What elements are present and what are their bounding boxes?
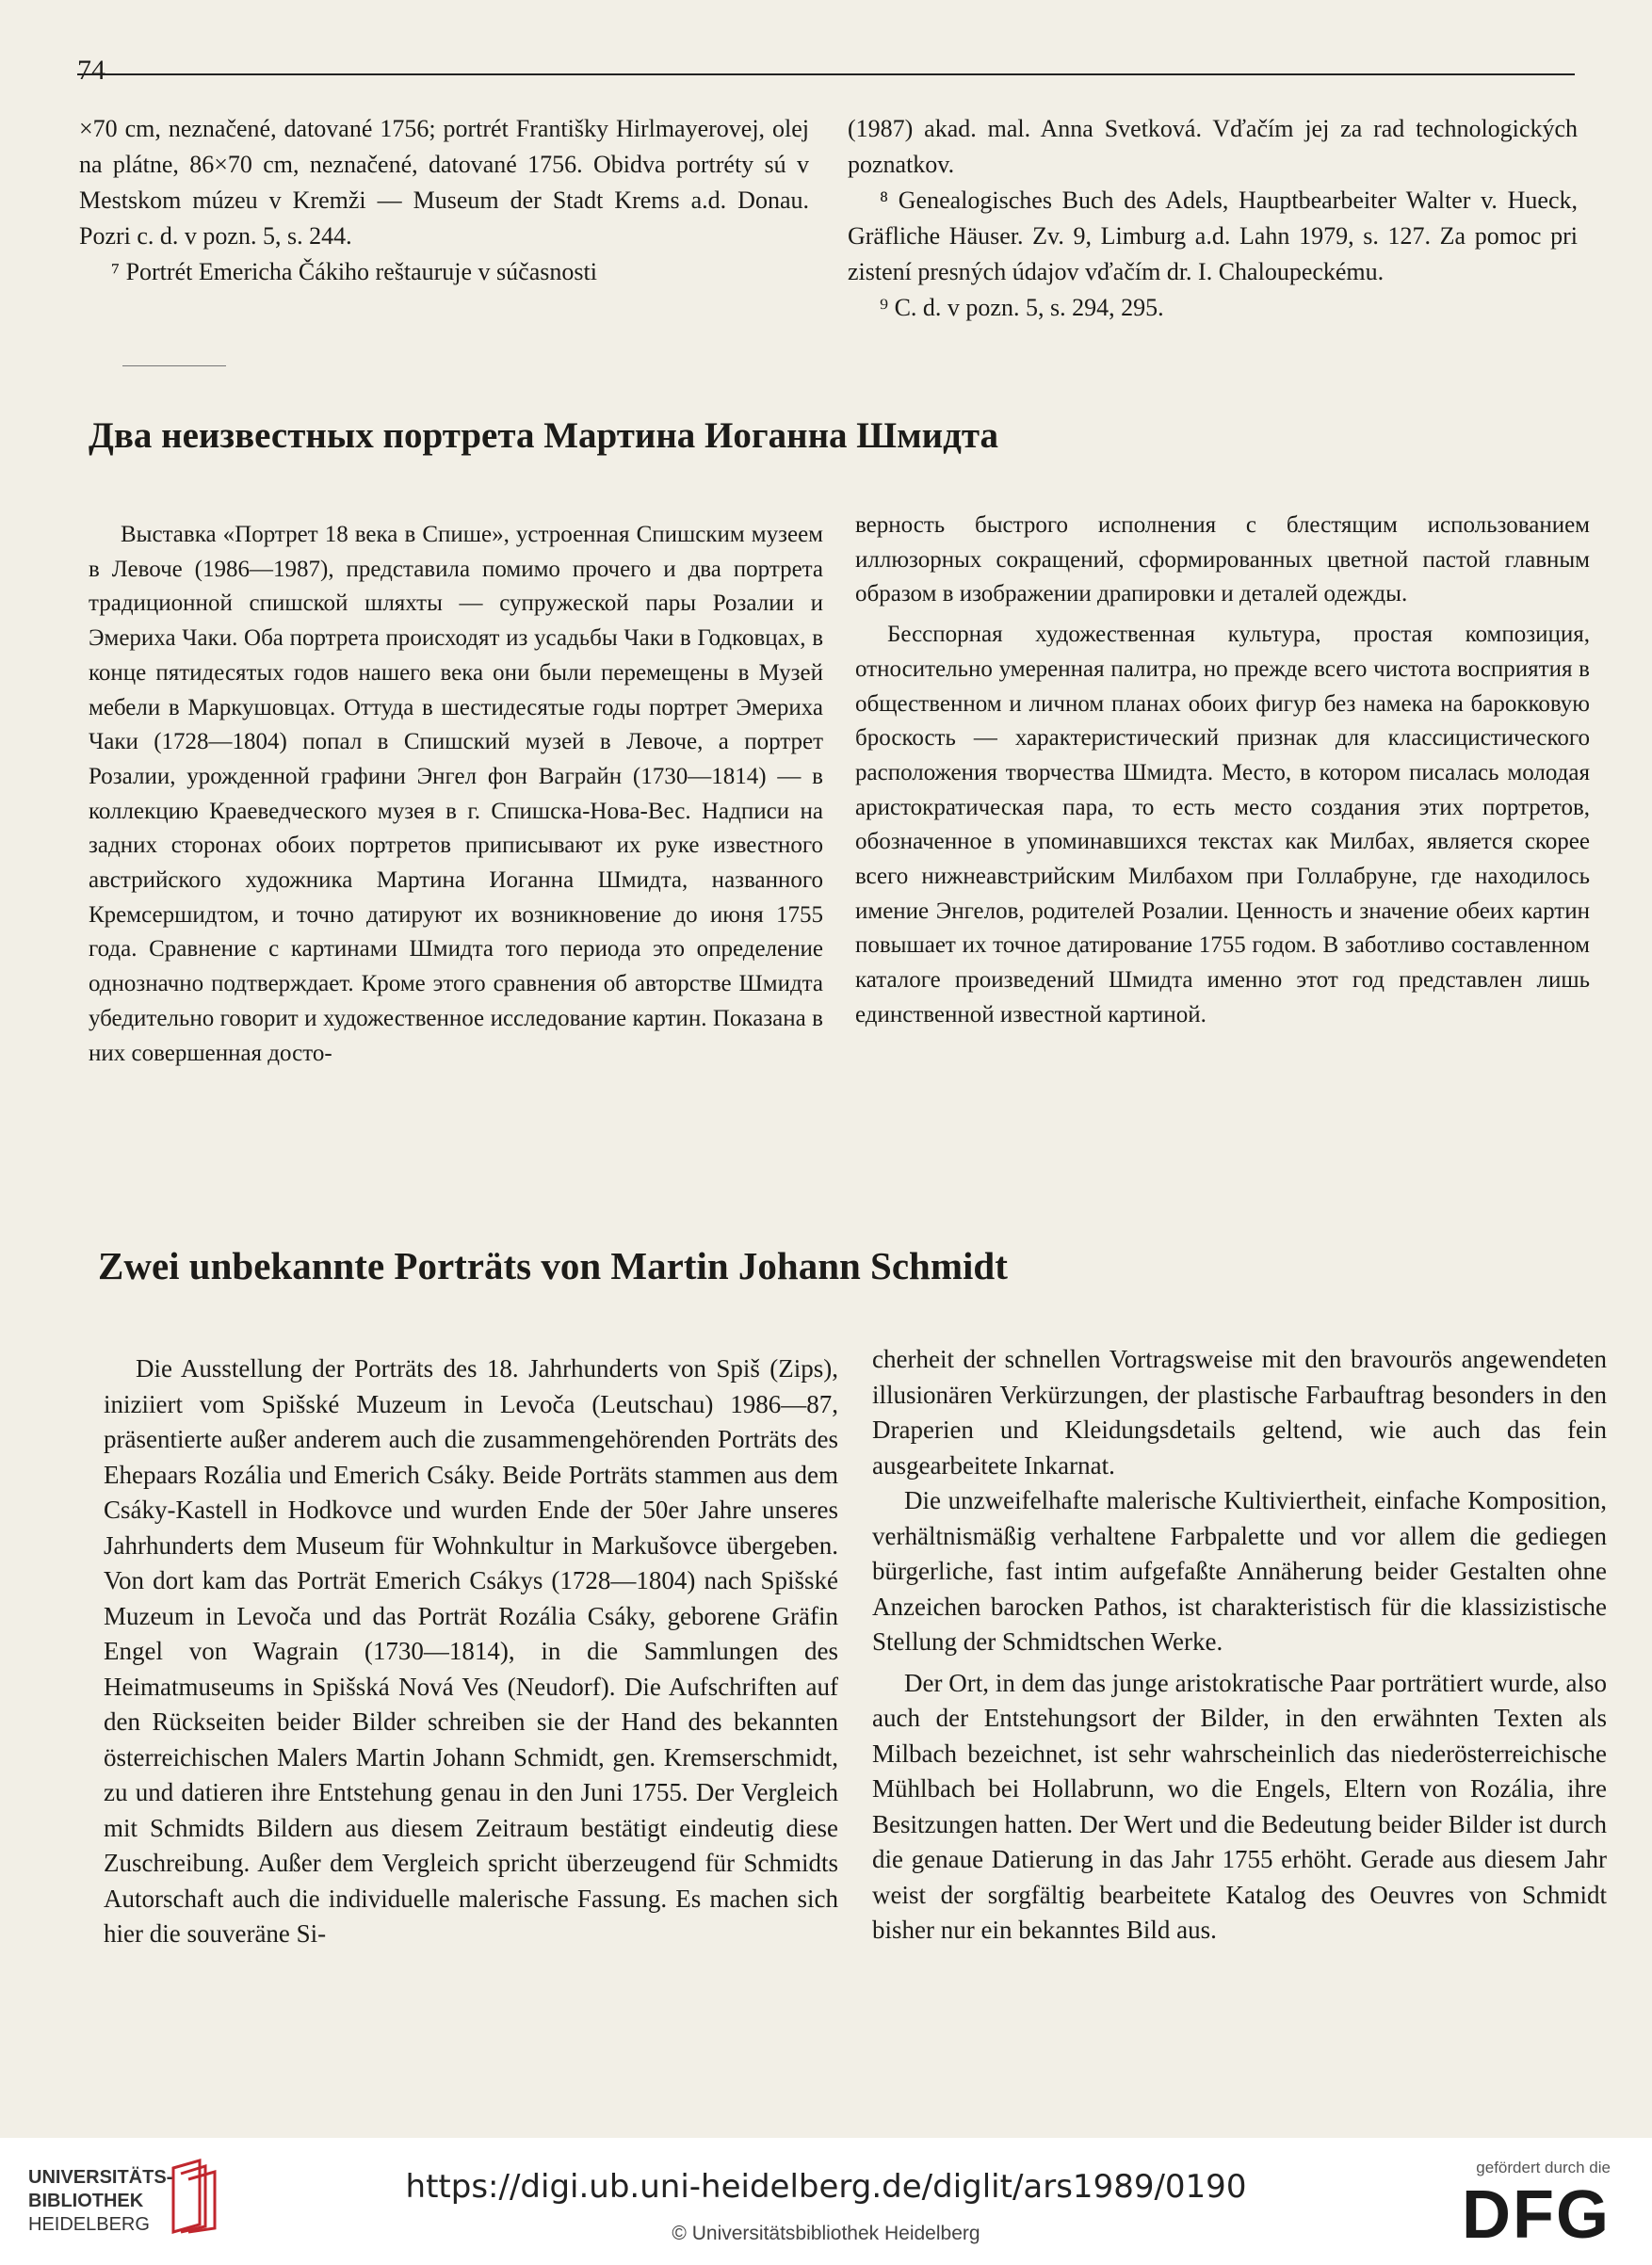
footer-copyright: © Universitätsbibliothek Heidelberg xyxy=(672,2223,980,2244)
german-paragraph: cherheit der schnellen Vortragsweise mit den bravourös angewendeten illusionären Verkürzungen, der plastische Farbauftrag besonders in den Draperien und Kleidungsdetails geltend, wie auch das fein ausgearbeitete Inkarnat. xyxy=(872,1345,1607,1480)
german-paragraph: Die Ausstellung der Porträts des 18. Jahrhunderts von Spiš (Zips), iniziiert vom Spišské Muzeum in Levoča (Leutschau) 1986—87, präsentierte außer anderem auch die zusammengehörenden Porträts des Ehepaars Rozália und Emerich Csáky. Beide Porträts stammen aus dem Csáky-Kastell in Hodkovce und wurden Ende der 50er Jahre unseres Jahrhunderts dem Museum für Wohnkultur in Markušovce übergeben. Von dort kam das Porträt Emerich Csákys (1728—1804) nach Spišské Muzeum in Levoča und das Porträt Rozália Csáky, geborene Gräfin Engel von Wagrain (1730—1814), in die Sammlungen des Heimatmuseums in Spišská Nová Ves (Neudorf). Die Aufschriften auf den Rückseiten beider Bilder schreiben sie der Hand des bekannten österreichischen Malers Martin Johann Schmidt, gen. Kremserschmidt, zu und datieren ihre Entstehung genau in den Juni 1755. Der Vergleich mit Schmidts Bildern aus diesem Zeitraum bestätigt eindeutig diese Zuschreibung. Außer dem Vergleich spricht überzeugend für Schmidts Autorschaft auch die individuelle malerische Fassung. Es machen sich hier die souveräne Si- xyxy=(104,1354,838,1948)
german-paragraph: Der Ort, in dem das junge aristokratische Paar porträtiert wurde, also auch der Entstehungsort der Bilder, in den erwähnten Texten als Milbach bezeichnet, ist sehr wahrscheinlich das niederösterreichische Mühlbach bei Hollabrunn, wo die Engels, Eltern von Rozália, ihre Besitzungen hatten. Der Wert und die Bedeutung beider Bilder ist durch die genaue Datierung in das Jahr 1755 erhöht. Gerade aus diesem Jahr weist der sorgfältig bearbeitete Katalog des Oeuvres von Schmidt bisher nur ein bekanntes Bild aus. xyxy=(872,1668,1607,1944)
russian-paragraph: Выставка «Портрет 18 века в Спише», устроенная Спишским музеем в Левоче (1986—1987), представила помимо прочего и два портрета традиционной спишской шляхты — супружеской пары Розалии и Эмериха Чаки. Оба портрета происходят из усадьбы Чаки в Годковцах, в конце пятидесятых годов нашего века они были перемещены в Музей мебели в Маркушовцах. Оттуда в шестидесятые годы портрет Эмериха Чаки (1728—1804) попал в Спишский музей в Левоче, а портрет Розалии, урожденной графини Энгел фон Ваграйн (1730—1814) — в коллекцию Краеведческого музея в г. Спишска-Нова-Вес. Надписи на задних сторонах обоих портретов приписывают их руке известного австрийского художника Мартина Иоганна Шмидта, названного Кремсершидтом, и точно датируют их возникновение до июня 1755 года. Сравнение с картинами Шмидта того периода это определение однозначно подтверждает. Кроме этого сравнения об авторстве Шмидта убедительно говорит и художественное исследование картин. Показана в них совершенная досто- xyxy=(89,522,823,1066)
german-column-left xyxy=(104,1351,838,1952)
header-rule xyxy=(77,73,1575,75)
russian-paragraph: Бесспорная художественная культура, простая композиция, относительно умеренная палитра, но прежде всего чистота восприятия в общественном и личном планах обоих фигур без намека на барокковую броскость — характеристический признак для классицистического расположения творчества Шмидта. Место, в котором писалась молодая аристократическая пара, то есть место создания этих портретов, обозначенное в упоминавшихся текстах как Милбах, является скорее всего нижнеавстрийским Милбахом при Голлабруне, где находилось имение Энгелов, родителей Розалии. Ценность и значение обеих картин повышает их точное датирование 1755 годом. В заботливо составленном каталоге произведений Шмидта именно этот год представлен лишь единственной известной картиной. xyxy=(855,622,1590,1027)
footnotes-right xyxy=(848,111,1578,326)
dfg-caption: gefördert durch die xyxy=(1476,2159,1611,2176)
russian-heading: Два неизвестных портрета Мартина Иоганна Шмидта xyxy=(89,415,999,456)
library-name-line: HEIDELBERG xyxy=(28,2214,150,2235)
dfg-logo[interactable]: DFG xyxy=(1462,2177,1611,2253)
footnotes-left xyxy=(79,111,809,290)
russian-column-left xyxy=(89,518,823,1071)
library-name-line: UNIVERSITÄTS- xyxy=(28,2167,173,2188)
footnote-paragraph: ⁹ C. d. v pozn. 5, s. 294, 295. xyxy=(880,294,1164,321)
library-name-line: BIBLIOTHEK xyxy=(28,2191,144,2211)
footnote-paragraph: ⁷ Portrét Emericha Čákiho reštauruje v súčasnosti xyxy=(111,258,597,285)
page-number: 74 xyxy=(77,55,105,86)
german-column-right xyxy=(872,1342,1607,1949)
russian-column-right xyxy=(855,509,1590,1033)
footnote-separator xyxy=(122,365,226,366)
footnote-paragraph: ×70 cm, neznačené, datované 1756; portrét Františky Hirlmayerovej, olej na plátne, 86×70 cm, neznačené, datované 1756. Obidva portréty sú v Mestskom múzeu v Kremži — Museum der Stadt Krems a.d. Donau. Pozri c. d. v pozn. 5, s. 244. xyxy=(79,115,809,250)
footnote-paragraph: ⁸ Genealogisches Buch des Adels, Hauptbearbeiter Walter v. Hueck, Gräfliche Häuser. Zv. 9, Limburg a.d. Lahn 1979, s. 127. Za pomoc pri zistení presných údajov vďačím dr. I. Chaloupeckému. xyxy=(848,186,1578,285)
german-paragraph: Die unzweifelhafte malerische Kultiviertheit, einfache Komposition, verhältnismäßig verhaltene Farbpalette und vor allem die gediegen bürgerliche, fast intim aufgefaßte Annäherung beider Gestalten ohne Anzeichen barocken Pathos, ist charakteristisch für die klassizistische Stellung der Schmidtschen Werke. xyxy=(872,1486,1607,1656)
russian-paragraph: верность быстрого исполнения с блестящим использованием иллюзорных сокращений, сформированных цветной пастой главным образом в изображении драпировки и деталей одежды. xyxy=(855,512,1590,607)
footer-url-link[interactable]: https://digi.ub.uni-heidelberg.de/diglit/ars1989/0190 xyxy=(405,2168,1247,2206)
footnote-paragraph: (1987) akad. mal. Anna Svetková. Vďačím jej za rad technologických poznatkov. xyxy=(848,115,1578,178)
german-heading: Zwei unbekannte Porträts von Martin Johann Schmidt xyxy=(98,1244,1008,1287)
